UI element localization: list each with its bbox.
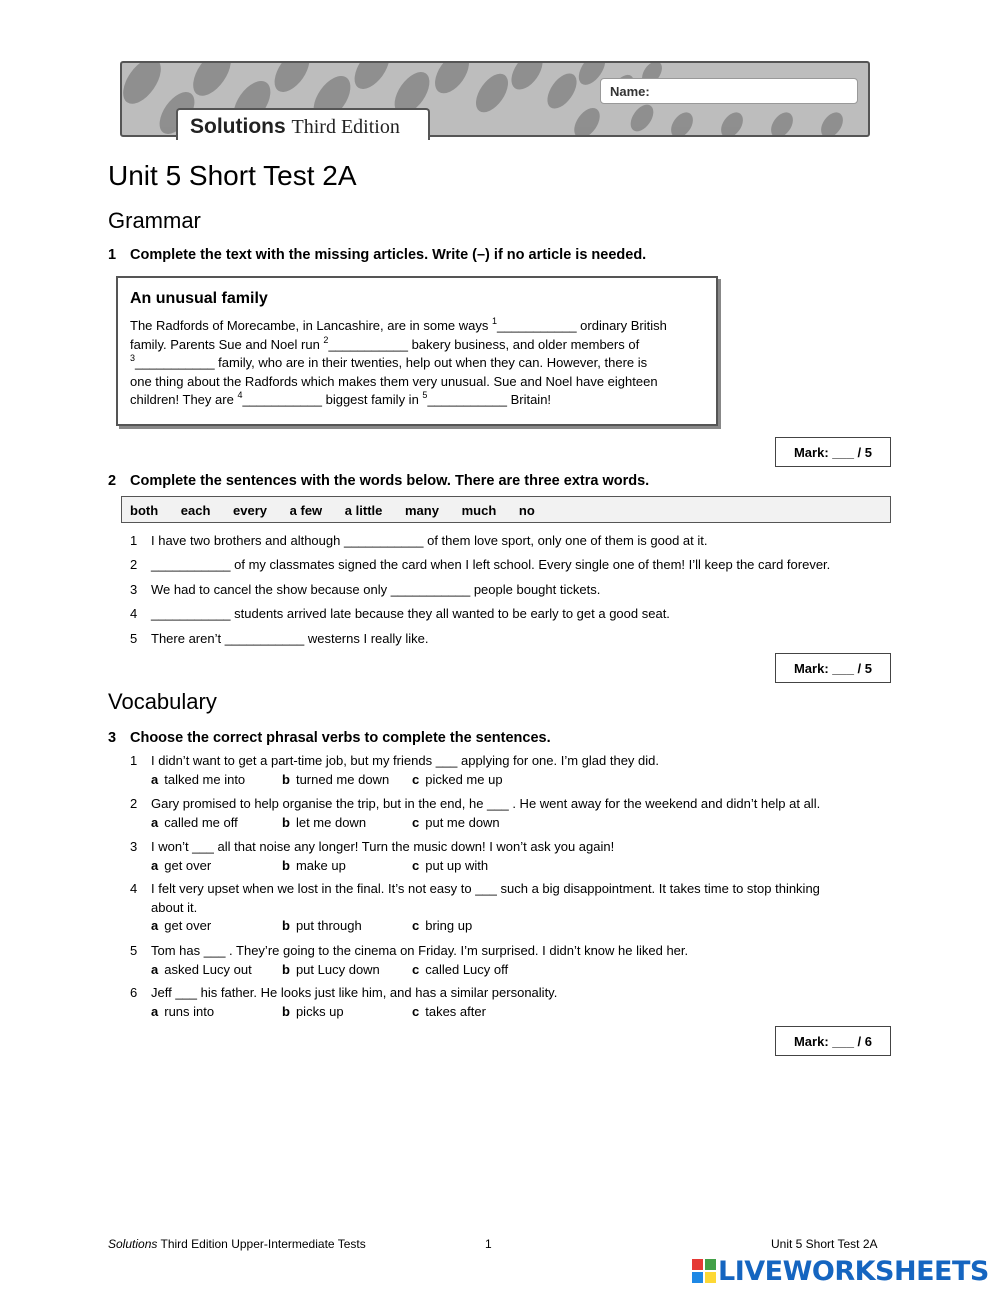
- q2-item[interactable]: 4 ___________ students arrived late because they all wanted to be early to get a good seat.: [130, 606, 670, 621]
- watermark: LIVEWORKSHEETS: [718, 1256, 989, 1287]
- q1-line: family. Parents Sue and Noel run $^2$___________ bakery business, and older members of: [130, 334, 640, 352]
- q2-word-bank: [121, 496, 891, 523]
- q3-option-b[interactable]: b let me down: [282, 815, 367, 830]
- q3-option-a[interactable]: a asked Lucy out: [151, 962, 252, 977]
- q1-line: one thing about the Radfords which makes them very unusual. Sue and Noel have eighteen: [130, 373, 658, 389]
- q3-option-a[interactable]: a talked me into: [151, 772, 246, 787]
- section-grammar: Grammar: [108, 208, 201, 233]
- q1-line: $^3$___________ family, who are in their twenties, help out when they can. However, there is: [130, 353, 648, 371]
- word-option: much: [461, 503, 497, 518]
- q1-text-box: [116, 276, 718, 426]
- q3-option-c[interactable]: c bring up: [412, 918, 473, 933]
- q3-item: 1 I didn’t want to get a part-time job, but my friends ___ applying for one. I’m glad they did.: [130, 753, 660, 768]
- q2-item[interactable]: 5 There aren’t ___________ westerns I really like.: [130, 631, 429, 646]
- brand-edition: Third Edition: [291, 116, 400, 138]
- q3-option-b[interactable]: b picks up: [282, 1004, 344, 1019]
- blank-5[interactable]: ___________ Britain!: [427, 392, 552, 408]
- brand-logo: [176, 108, 430, 140]
- q1-text-body: [130, 317, 704, 410]
- q3-option-c[interactable]: c put up with: [412, 858, 489, 873]
- blank-1[interactable]: ___________ ordinary British: [497, 318, 667, 333]
- q3-item: 4 I felt very upset when we lost in the final. It’s not easy to ___ such a big disappointment. It takes time to stop thinking: [130, 881, 820, 896]
- q3-item: 6 Jeff ___ his father. He looks just like him, and has a similar personality.: [130, 985, 558, 1000]
- section-vocabulary: Vocabulary: [108, 689, 217, 714]
- q3-option-c[interactable]: c called Lucy off: [412, 962, 509, 977]
- q3-mark: Mark: ___ / 6: [775, 1026, 891, 1056]
- q3-option-a[interactable]: a runs into: [151, 1004, 215, 1019]
- q3-option-a[interactable]: a called me off: [151, 815, 238, 830]
- q3-option-a[interactable]: a get over: [151, 858, 212, 873]
- name-field[interactable]: [600, 78, 858, 104]
- q3-option-c[interactable]: c picked me up: [412, 772, 503, 787]
- q3-heading: 3 Choose the correct phrasal verbs to complete the sentences.: [108, 730, 551, 746]
- word-option: a few: [289, 503, 323, 518]
- brand-name: Solutions: [190, 115, 286, 138]
- q2-item[interactable]: 1 I have two brothers and although ___________ of them love sport, only one of them is good at it.: [130, 533, 708, 548]
- q3-option-a[interactable]: a get over: [151, 918, 212, 933]
- word-option: many: [405, 503, 439, 518]
- q2-item[interactable]: 3 We had to cancel the show because only ___________ people bought tickets.: [130, 582, 601, 597]
- word-option: both: [130, 503, 159, 518]
- footer-left: Solutions Third Edition Upper-Intermediate Tests: [108, 1237, 366, 1251]
- word-option: every: [233, 503, 268, 518]
- q1-line: The Radfords of Morecambe, in Lancashire, are in some ways $^1$___________ ordinary British: [130, 316, 667, 333]
- q1-line: children! They are $^4$___________ biggest family in $^5$___________ Britain!: [130, 390, 552, 408]
- name-label: Name:: [610, 84, 650, 99]
- q2-mark: Mark: ___ / 5: [775, 653, 891, 683]
- q1-mark: Mark: ___ / 5: [775, 437, 891, 467]
- q3-option-c[interactable]: c put me down: [412, 815, 500, 830]
- q3-option-c[interactable]: c takes after: [412, 1004, 486, 1019]
- word-option: no: [518, 503, 535, 518]
- q2-item[interactable]: 2 ___________ of my classmates signed the card when I left school. Every single one of them! I’ll keep the card forever.: [130, 557, 831, 572]
- q1-heading: 1 Complete the text with the missing articles. Write (–) if no article is needed.: [108, 247, 647, 263]
- page-number: 1: [485, 1237, 492, 1251]
- word-option: each: [180, 503, 211, 518]
- liveworksheets-logo-icon: [692, 1259, 716, 1283]
- q3-item: 2 Gary promised to help organise the trip, but in the end, he ___ . He went away for the weekend and didn’t help at all.: [130, 796, 821, 811]
- q3-item-continued: about it.: [151, 900, 198, 915]
- word-option: a little: [344, 503, 383, 518]
- blank-3[interactable]: ___________ family, who are in their twenties, help out when they can. However, there is: [135, 355, 648, 371]
- footer-right: Unit 5 Short Test 2A: [771, 1237, 878, 1251]
- q3-item: 3 I won’t ___ all that noise any longer! Turn the music down! I won’t ask you again!: [130, 839, 615, 854]
- page-title: Unit 5 Short Test 2A: [108, 160, 357, 191]
- q3-item: 5 Tom has ___ . They’re going to the cinema on Friday. I’m surprised. I didn’t know he liked her.: [130, 943, 689, 958]
- q1-box-title: An unusual family: [130, 290, 268, 307]
- q3-option-b[interactable]: b put through: [282, 918, 362, 933]
- blank-4[interactable]: ___________ biggest family in: [242, 392, 423, 408]
- q3-option-b[interactable]: b make up: [282, 858, 346, 873]
- q3-option-b[interactable]: b turned me down: [282, 772, 390, 787]
- blank-2[interactable]: ___________ bakery business, and older members of: [328, 336, 640, 352]
- q3-option-b[interactable]: b put Lucy down: [282, 962, 380, 977]
- q2-heading: 2 Complete the sentences with the words below. There are three extra words.: [108, 473, 650, 489]
